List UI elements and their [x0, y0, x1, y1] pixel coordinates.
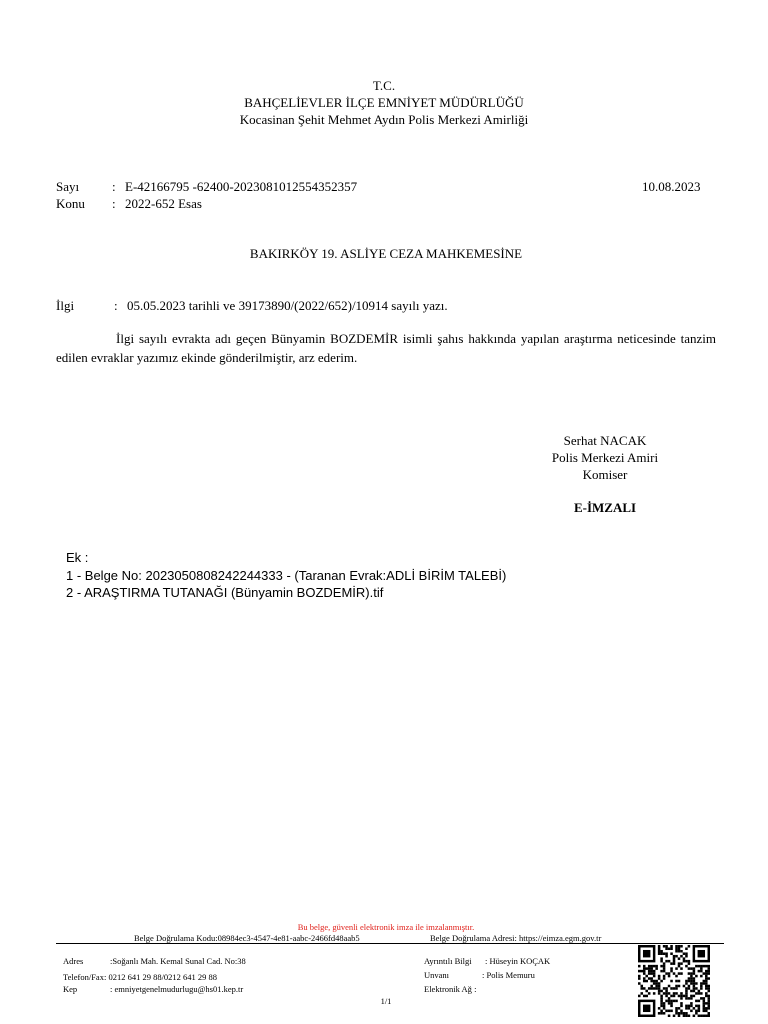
qr-code-icon: [638, 945, 710, 1017]
header-directorate: BAHÇELİEVLER İLÇE EMNİYET MÜDÜRLÜĞÜ: [244, 95, 524, 110]
body-text: İlgi sayılı evrakta adı geçen Bünyamin BOZDEMİR isimli şahıs hakkında yapılan araştırma neticesinde tanzim edilen evraklar yazımız ekinde gönderilmiştir, arz ederim.: [56, 331, 716, 365]
ilgi-label: İlgi: [56, 298, 75, 313]
addressee: BAKIRKÖY 19. ASLİYE CEZA MAHKEMESİNE: [249, 246, 523, 261]
unvan-label: Unvanı: [424, 970, 450, 980]
adres-value: :Soğanlı Mah. Kemal Sunal Cad. No:38: [110, 956, 246, 966]
konu-sep: :: [112, 196, 116, 211]
verify-address-label: Belge Doğrulama Adresi:: [430, 933, 517, 943]
telefon-line: [63, 972, 217, 983]
sayi-sep: :: [112, 179, 116, 194]
qr-code-graphic: [638, 945, 710, 1017]
telefon-value: 0212 641 29 88/0212 641 29 88: [108, 972, 218, 982]
page-number: 1/1: [380, 996, 392, 1006]
sayi-value: E-42166795 -62400-2023081012554352357: [125, 179, 358, 194]
konu-label: Konu: [56, 196, 85, 211]
signer-name: Serhat NACAK: [563, 433, 647, 448]
esign-notice: Bu belge, güvenli elektronik imza ile imzalanmıştır.: [297, 922, 475, 932]
unvan-value: : Polis Memuru: [482, 970, 535, 980]
ilgi-value: 05.05.2023 tarihli ve 39173890/(2022/652)/10914 sayılı yazı.: [127, 298, 448, 313]
attachment-item: 1 - Belge No: 2023050808242244333 - (Taranan Evrak:ADLİ BİRİM TALEBİ): [66, 568, 507, 583]
e-signed-mark: E-İMZALI: [573, 500, 637, 515]
detail-info-value: : Hüseyin KOÇAK: [485, 956, 551, 966]
footer-divider: [56, 943, 724, 944]
header-tc: T.C.: [372, 78, 396, 93]
header-station: Kocasinan Şehit Mehmet Aydın Polis Merkezi Amirliği: [239, 112, 529, 127]
kep-label: Kep: [63, 984, 78, 994]
verify-code: 08984ec3-4547-4e81-aabc-2466fd48aab5: [217, 933, 360, 943]
detail-info-label: Ayrıntılı Bilgi: [424, 956, 472, 966]
adres-label: Adres: [63, 956, 84, 966]
document-date: 10.08.2023: [642, 179, 701, 194]
electronic-network-line: [424, 984, 476, 995]
body-paragraph: [56, 329, 716, 367]
verify-code-label: Belge Doğrulama Kodu:: [134, 933, 218, 943]
sayi-label: Sayı: [56, 179, 80, 194]
signer-title: Polis Merkezi Amiri: [551, 450, 659, 465]
verify-address: https://eimza.egm.gov.tr: [519, 933, 602, 943]
konu-value: 2022-652 Esas: [125, 196, 202, 211]
electronic-network-value: :: [474, 984, 477, 994]
ilgi-sep: :: [114, 298, 118, 313]
attachments-label: Ek :: [66, 550, 89, 565]
signer-rank: Komiser: [582, 467, 628, 482]
electronic-network-label: Elektronik Ağ: [424, 984, 472, 994]
telefon-label: Telefon/Fax:: [63, 972, 107, 982]
kep-value: : emniyetgenelmudurlugu@hs01.kep.tr: [110, 984, 244, 994]
attachment-item: 2 - ARAŞTIRMA TUTANAĞI (Bünyamin BOZDEMİR).tif: [66, 585, 384, 600]
